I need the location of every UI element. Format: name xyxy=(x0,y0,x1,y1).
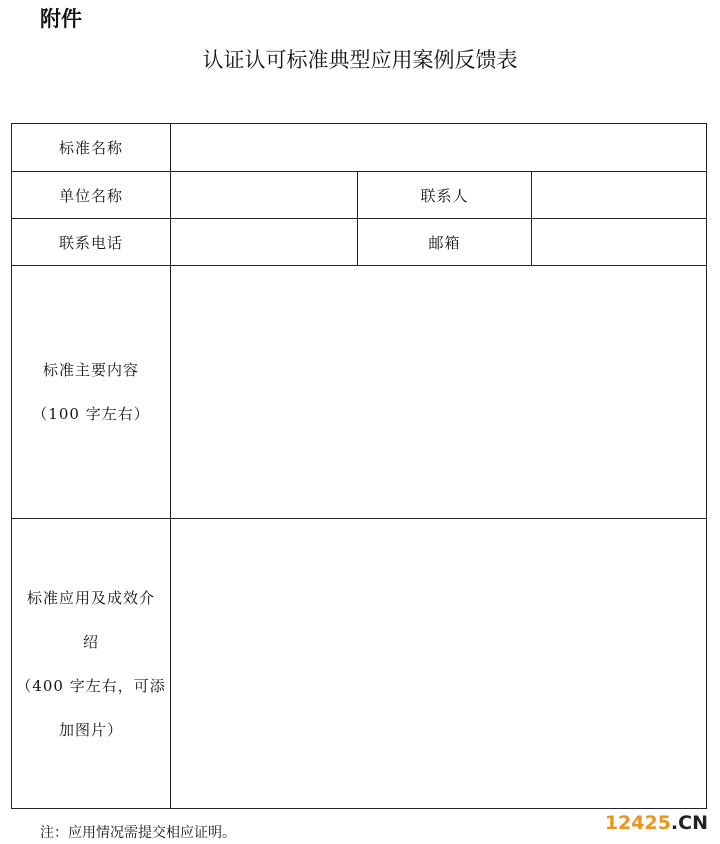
unit-name-label: 单位名称 xyxy=(12,172,171,219)
application-label-line: （400 字左右，可添 xyxy=(16,676,166,695)
footer-note: 注：应用情况需提交相应证明。 xyxy=(40,825,236,841)
application-field[interactable] xyxy=(171,519,707,809)
application-label xyxy=(12,519,171,809)
content-label-line: （100 字左右） xyxy=(32,405,150,423)
email-field[interactable] xyxy=(532,219,707,266)
watermark-domain: .CN xyxy=(670,812,708,834)
application-label-line: 绍 xyxy=(82,632,99,651)
watermark-number: 12425 xyxy=(604,812,671,834)
application-label-line: 加图片） xyxy=(58,720,123,739)
table-row xyxy=(12,219,707,266)
unit-name-field[interactable] xyxy=(171,172,358,219)
page-title: 认证认可标准典型应用案例反馈表 xyxy=(202,48,518,72)
phone-label: 联系电话 xyxy=(12,219,171,266)
table-row xyxy=(12,266,707,519)
phone-field[interactable] xyxy=(171,219,358,266)
content-field[interactable] xyxy=(171,266,707,519)
table-row xyxy=(12,124,707,172)
table-row xyxy=(12,172,707,219)
email-label: 邮箱 xyxy=(358,219,532,266)
contact-person-label: 联系人 xyxy=(358,172,532,219)
standard-name-field[interactable] xyxy=(171,124,707,172)
contact-person-field[interactable] xyxy=(532,172,707,219)
feedback-form-table xyxy=(11,123,707,809)
standard-name-label: 标准名称 xyxy=(12,124,171,172)
watermark-logo xyxy=(605,812,708,834)
content-label-line: 标准主要内容 xyxy=(42,361,139,379)
attachment-label: 附件 xyxy=(40,7,82,31)
table-row xyxy=(12,519,707,809)
content-label xyxy=(12,266,171,519)
application-label-line: 标准应用及成效介 xyxy=(26,588,155,607)
